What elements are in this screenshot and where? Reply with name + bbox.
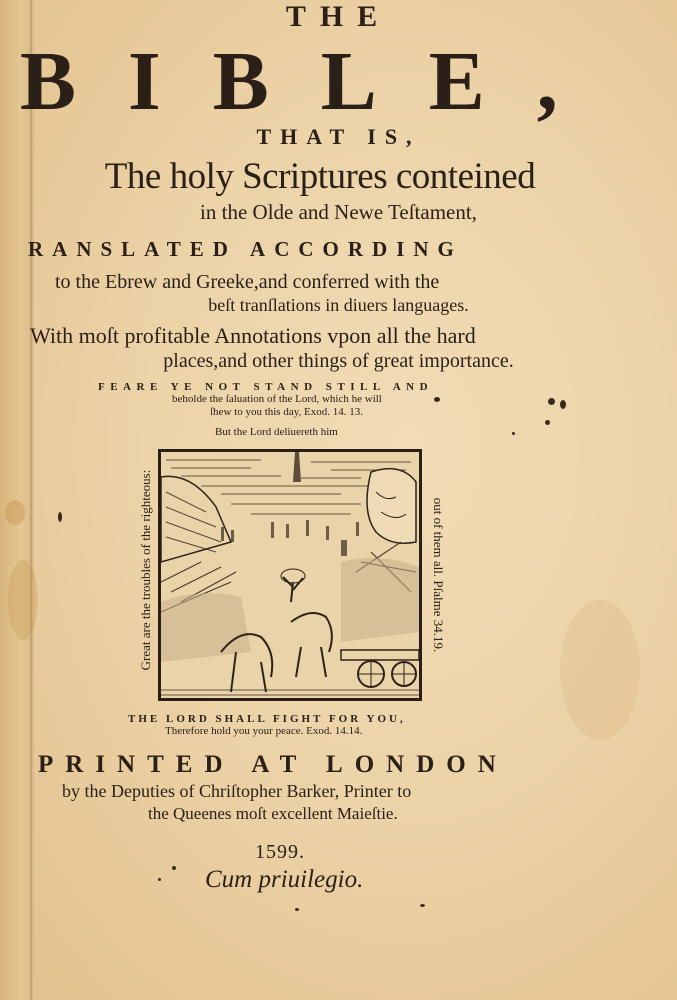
ink-speck	[434, 397, 440, 402]
foxing-stain	[560, 600, 640, 740]
subtitle-holy-scriptures: The holy Scriptures conteined	[104, 156, 536, 197]
woodcut-side-text-left: Great are the troubles of the righteous:	[138, 469, 153, 671]
ebrew-greeke-line: to the Ebrew and Greeke,and conferred with the	[55, 271, 440, 293]
imprint-deputies: by the Deputies of Chriſtopher Barker, Printer to	[62, 781, 412, 801]
annotations-line-1: With moſt profitable Annotations vpon all the hard	[30, 323, 476, 348]
scripture-therefore: Therefore hold you your peace. Exod. 14.14.	[165, 725, 363, 737]
ink-speck	[545, 420, 550, 425]
title-that-is: THAT IS,	[256, 124, 421, 149]
woodcut-side-text-right: out of them all. Pſalme 34.19.	[431, 497, 446, 653]
scripture-beholde: beholde the ſaluation of the Lord, which he will	[172, 393, 382, 405]
best-translations-line: beſt tranſlations in diuers languages.	[208, 295, 469, 315]
foxing-stain	[5, 500, 25, 525]
scripture-lord-shall-fight: THE LORD SHALL FIGHT FOR YOU,	[128, 713, 406, 725]
ink-speck	[172, 866, 176, 870]
subtitle-testament: in the Olde and Newe Teſtament,	[200, 200, 477, 224]
ink-speck	[548, 398, 555, 405]
ink-speck	[295, 908, 299, 911]
title-bible: BIBLE,	[20, 35, 610, 128]
ink-speck	[512, 432, 515, 435]
annotations-line-2: places,and other things of great importance.	[163, 350, 514, 372]
title-the: THE	[285, 0, 392, 33]
scripture-but-the-lord: But the Lord deliuereth him	[215, 426, 338, 438]
imprint-queenes: the Queenes moſt excellent Maieſtie.	[148, 804, 398, 823]
woodcut-illustration	[158, 449, 422, 701]
imprint-cum-privilegio: Cum priuilegio.	[205, 866, 364, 893]
foxing-stain	[8, 560, 38, 640]
red-sea-crossing-illustration	[161, 452, 419, 698]
imprint-year: 1599.	[255, 841, 305, 863]
scripture-shew: ſhew to you this day, Exod. 14. 13.	[210, 406, 363, 418]
ink-speck	[560, 400, 566, 409]
imprint-printed-at-london: PRINTED AT LONDON	[38, 751, 508, 778]
ink-speck	[58, 512, 62, 522]
ink-speck	[158, 878, 161, 881]
translated-according: RANSLATED ACCORDING	[28, 237, 463, 261]
ink-speck	[420, 904, 425, 907]
scripture-feare-ye-not: FEARE YE NOT STAND STILL AND	[98, 381, 434, 393]
